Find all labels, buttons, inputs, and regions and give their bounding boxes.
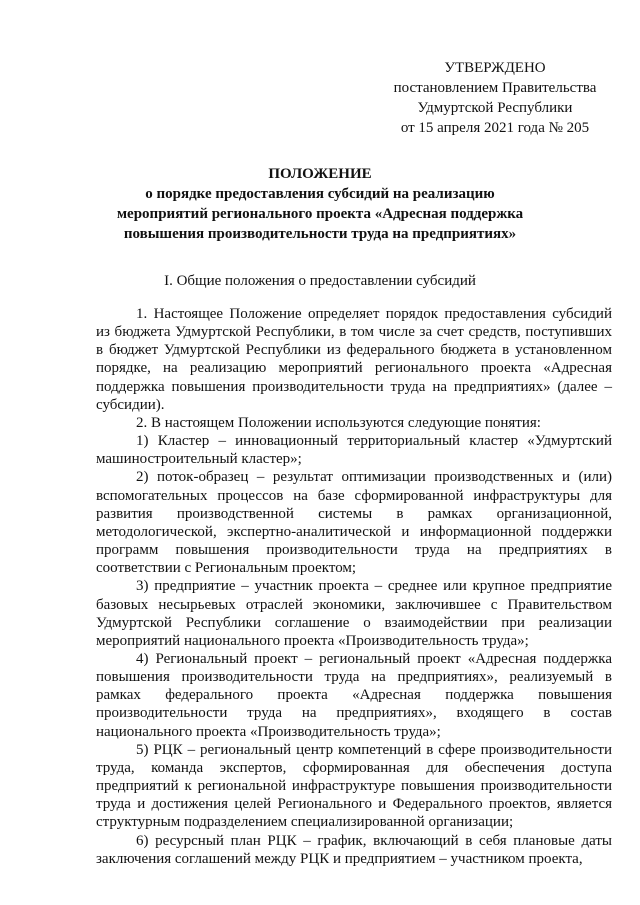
document-title xyxy=(100,164,540,244)
title-line: о порядке предоставления субсидий на реализацию xyxy=(145,186,495,202)
paragraph: 2. В настоящем Положении используются следующие понятия: xyxy=(136,414,541,431)
approval-date: от 15 апреля 2021 года № 205 xyxy=(400,120,590,136)
paragraph: 5) РЦК – региональный центр компетенций в сфере производительности труда, команда экспертов, сформированная для обеспечения доступа предприятий к региональной инфраструктуре повышения производительности труда и достижения целей Регионального и Федерального проектов, является структурным подразделением специализированной организации; xyxy=(96,741,612,831)
paragraph: 1) Кластер – инновационный территориальный кластер «Удмуртский машиностроительный кластер»; xyxy=(96,433,612,468)
document-body xyxy=(96,305,612,868)
title-heading: ПОЛОЖЕНИЕ xyxy=(268,166,372,182)
paragraph: 3) предприятие – участник проекта – среднее или крупное предприятие базовых несырьевых отраслей экономики, заключившее с Правительством Удмуртской Республики соглашение о взаимодействии при реализации мероприятий национального проекта «Производительность труда»; xyxy=(96,578,612,649)
approval-title: УТВЕРЖДЕНО xyxy=(444,60,546,76)
paragraph: 2) поток-образец – результат оптимизации производственных и (или) вспомогательных процессов на базе сформированной инфраструктуры для развития производственной системы в рамках организационной, методологической, экспертно-аналитической и информационной поддержки программ повышения производительности труда на предприятиях в соответствии с Региональным проектом; xyxy=(96,469,612,577)
approval-stamp xyxy=(385,58,605,138)
title-line: мероприятий регионального проекта «Адресная поддержка xyxy=(116,206,524,222)
title-line: повышения производительности труда на предприятиях» xyxy=(123,226,517,242)
approval-line: постановлением Правительства xyxy=(393,80,597,96)
paragraph: 4) Региональный проект – региональный проект «Адресная поддержка повышения производительности труда на предприятиях», реализуемый в рамках федерального проекта «Адресная поддержка повышения производительности труда на предприятиях», входящего в состав национального проекта «Производительность труда»; xyxy=(96,650,612,740)
paragraph: 1. Настоящее Положение определяет порядок предоставления субсидий из бюджета Удмуртской Республики, в том числе за счет средств, поступивших в бюджет Удмуртской Республики из федерального бюджета в установленном порядке, на реализацию мероприятий регионального проекта «Адресная поддержка повышения производительности труда на предприятиях» (далее – субсидии). xyxy=(96,306,612,413)
approval-line: Удмуртской Республики xyxy=(417,100,573,116)
section-heading: I. Общие положения о предоставлении субсидий xyxy=(164,273,476,289)
paragraph: 6) ресурсный план РЦК – график, включающий в себя плановые даты заключения соглашений между РЦК и предприятием – участником проекта, xyxy=(96,832,612,867)
